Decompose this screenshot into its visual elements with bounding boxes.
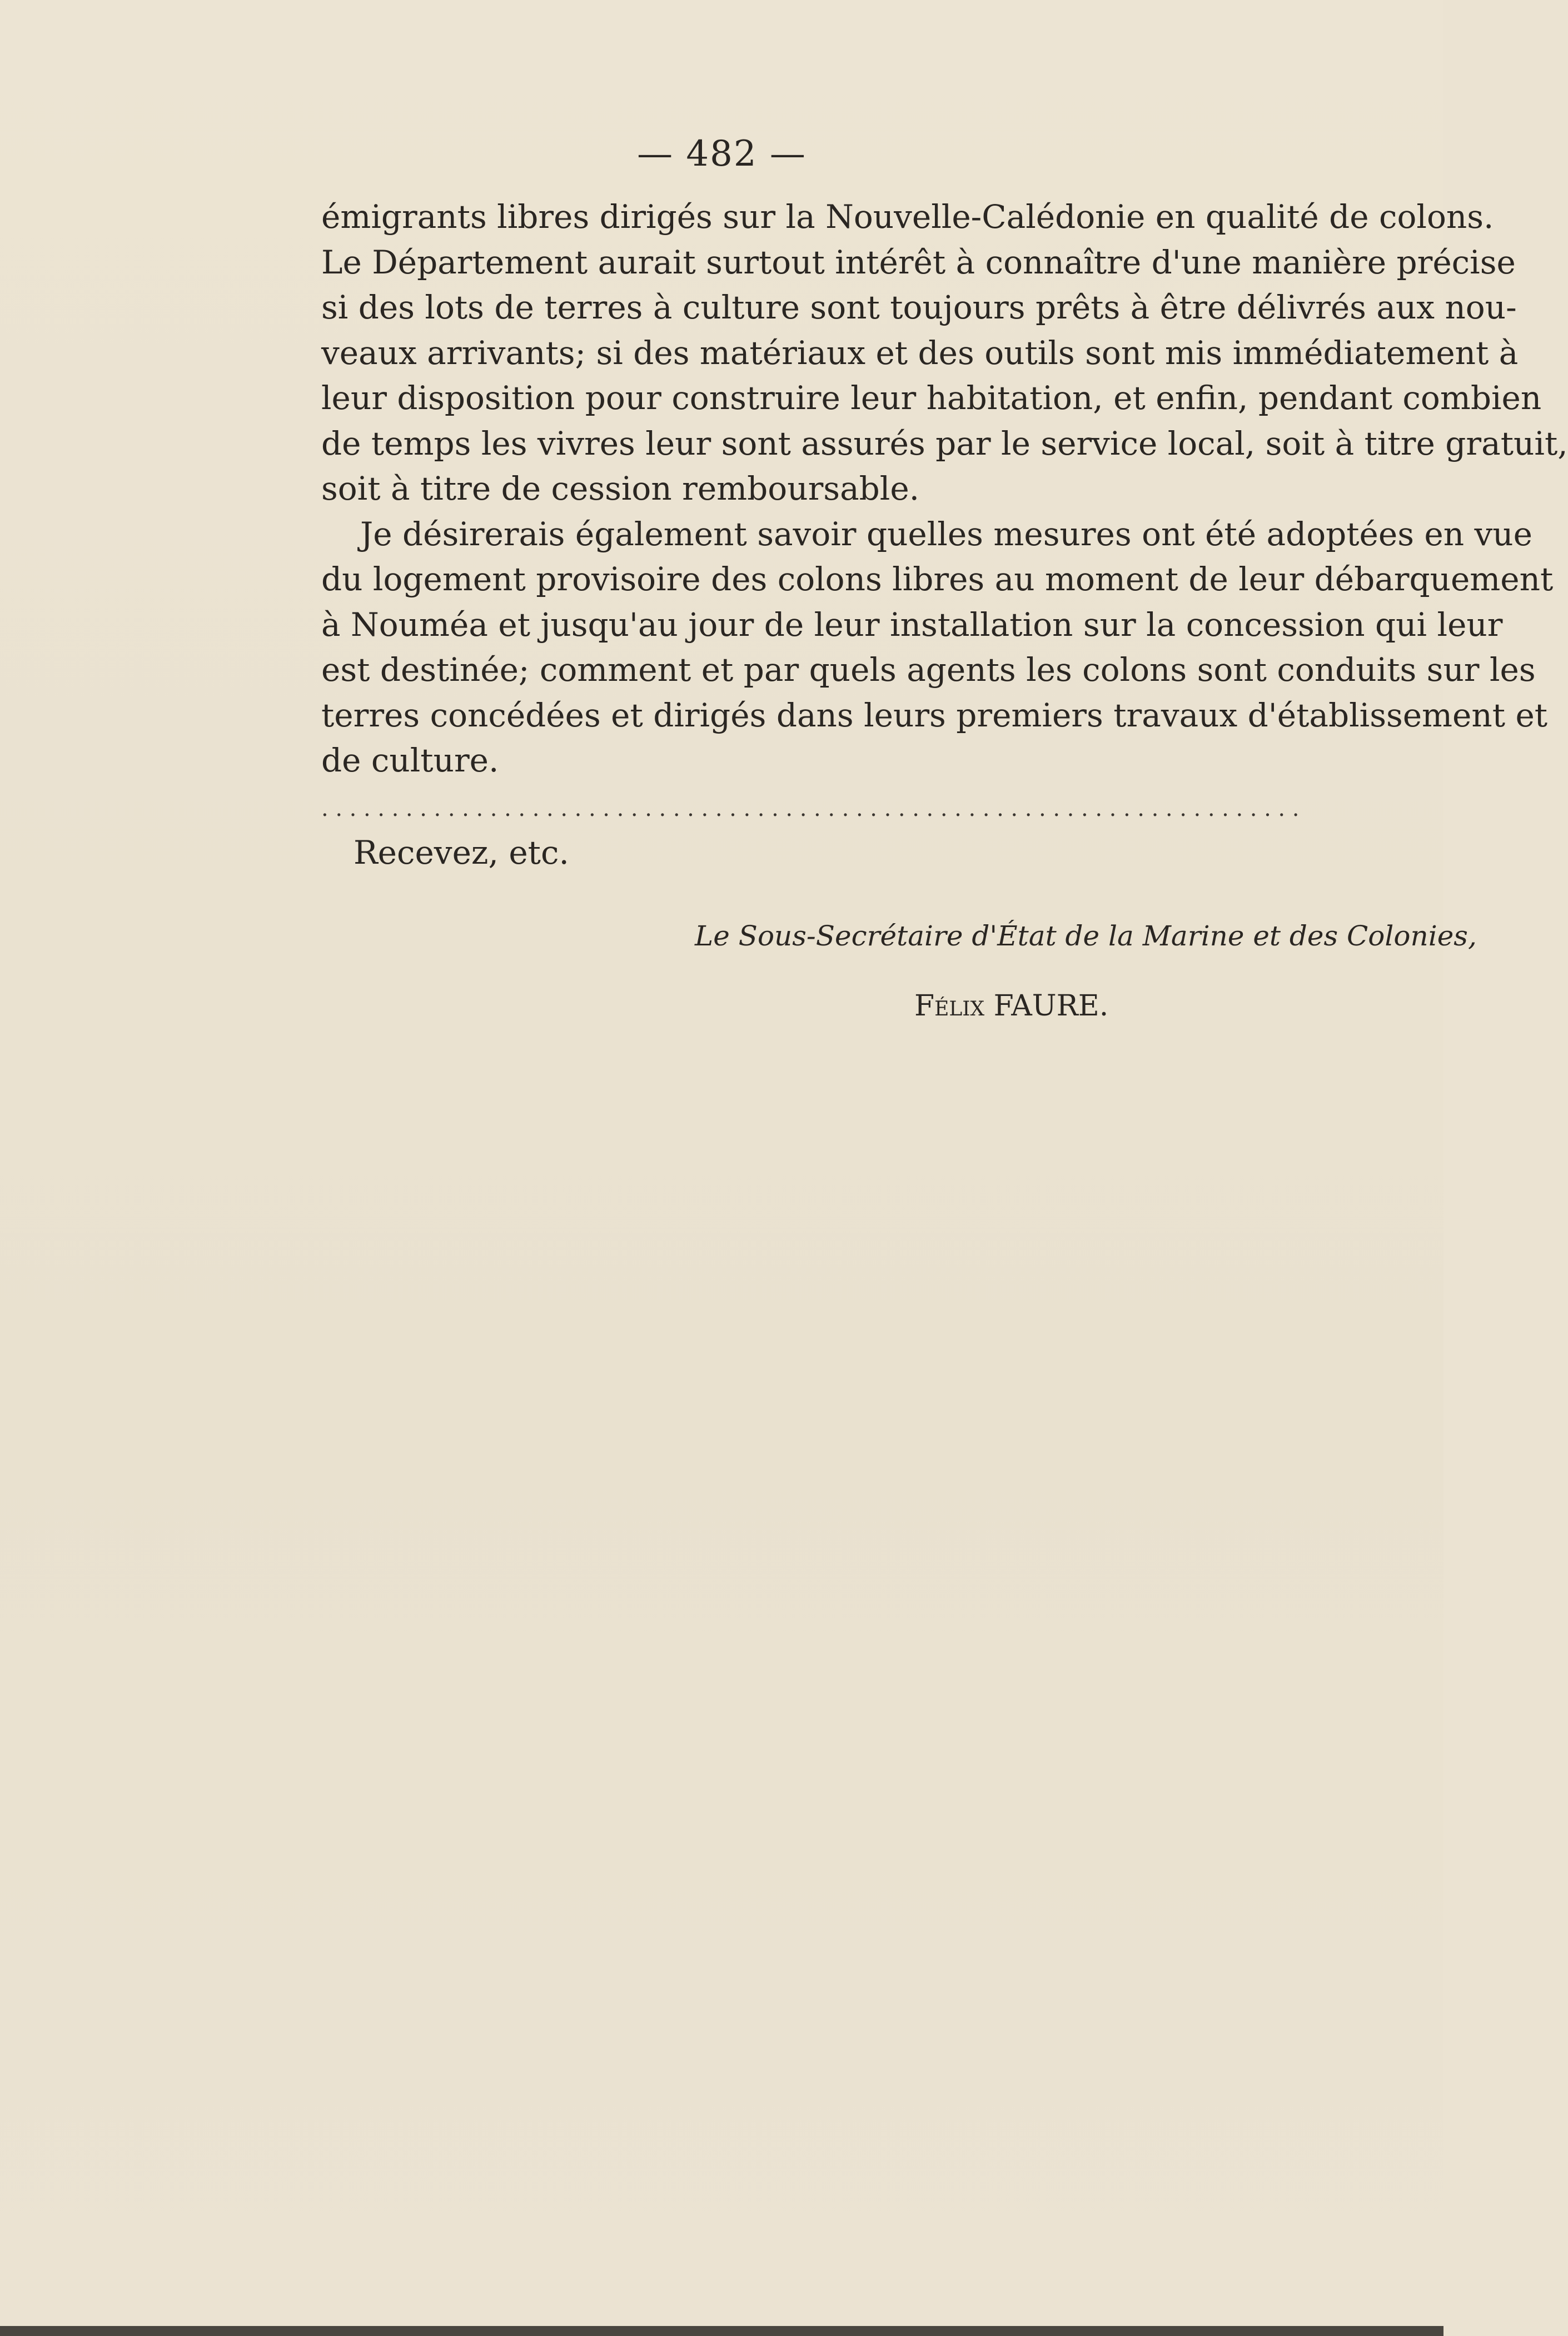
- closing-formula: Recevez, etc.: [354, 834, 569, 871]
- page-number: — 482 —: [637, 133, 807, 175]
- text-line: du logement provisoire des colons libres au moment de leur débarquement: [321, 560, 1554, 598]
- text-line: émigrants libres dirigés sur la Nouvelle-Calédonie en qualité de colons.: [321, 198, 1494, 236]
- letter-body: [321, 195, 1568, 784]
- text-line: veaux arrivants; si des matériaux et des outils sont mis immédiatement à: [321, 333, 1519, 372]
- text-line: de temps les vivres leur sont assurés par le service local, soit à titre gratuit,: [321, 424, 1568, 462]
- text-line: Le Département aurait surtout intérêt à connaître d'une manière précise: [321, 243, 1516, 281]
- text-line: soit à titre de cession remboursable.: [321, 470, 920, 507]
- text-line: leur disposition pour construire leur habitation, et enfin, pendant combien: [321, 379, 1542, 417]
- text-line: de culture.: [321, 741, 499, 779]
- paragraph-1: [321, 195, 1568, 512]
- text-line: à Nouméa et jusqu'au jour de leur installation sur la concession qui leur: [321, 605, 1503, 644]
- text-line: terres concédées et dirigés dans leurs premiers travaux d'établissement et: [321, 696, 1548, 734]
- text-line: est destinée; comment et par quels agents les colons sont conduits sur les: [321, 651, 1536, 689]
- dotted-separator: ......................................................................: [321, 796, 1307, 821]
- scan-bottom-edge: [0, 2326, 1443, 2336]
- text-line: si des lots de terres à culture sont toujours prêts à être délivrés aux nou-: [321, 288, 1517, 326]
- signatory-title: Le Sous-Secrétaire d'État de la Marine et des Colonies,: [695, 920, 1477, 952]
- paragraph-2: [321, 512, 1554, 784]
- signatory-name: Félix FAURE.: [914, 989, 1109, 1023]
- text-line: Je désirerais également savoir quelles mesures ont été adoptées en vue: [360, 515, 1532, 553]
